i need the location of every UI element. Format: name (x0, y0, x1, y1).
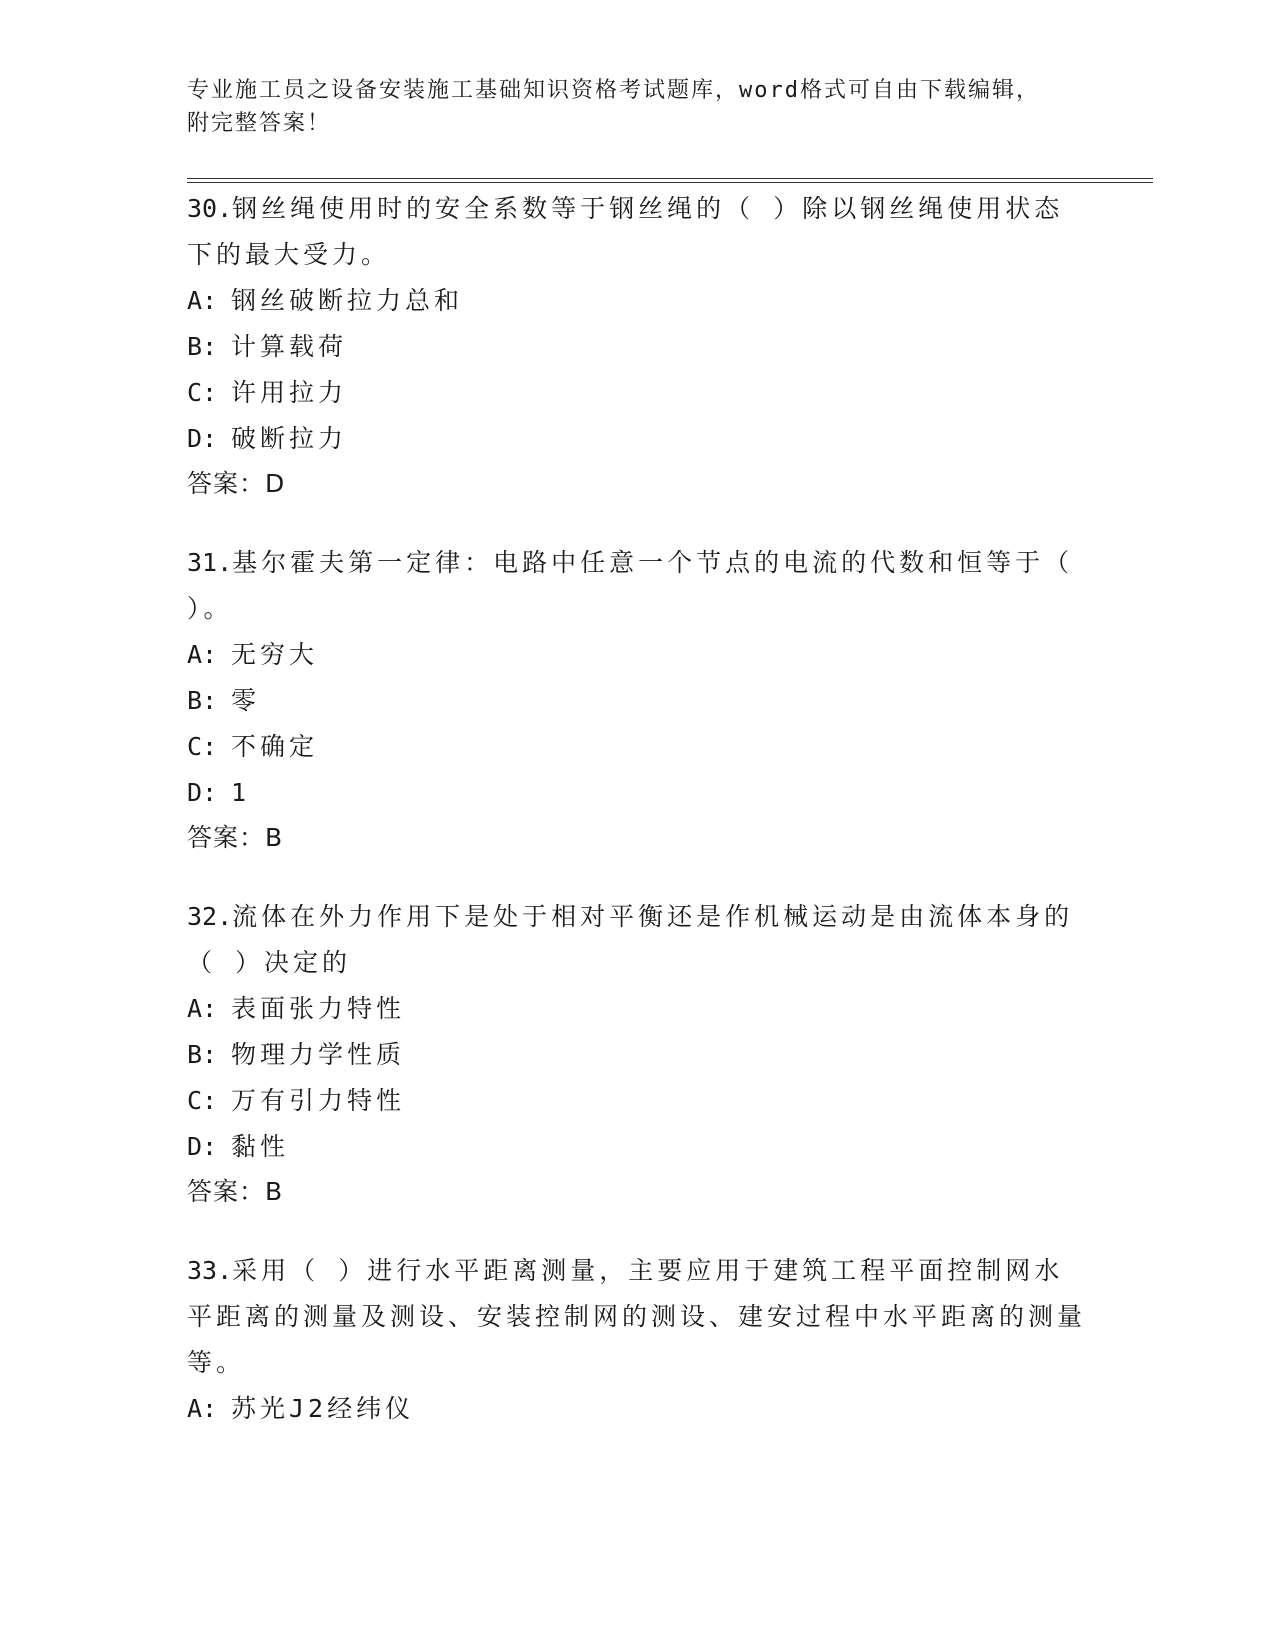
question-text: 采用（ ）进行水平距离测量，主要应用于建筑工程平面控制网水平距离的测量及测设、安装控制网的测设、建安过程中水平距离的测量等。 (187, 1256, 1087, 1377)
question-stem (187, 186, 1087, 278)
option-text: 破断拉力 (231, 424, 348, 453)
question-number: 32. (187, 902, 233, 931)
option-b (187, 324, 1087, 370)
answer-line: 答案：D (187, 469, 286, 498)
question-stem (187, 540, 1087, 632)
option-key: A: (187, 640, 218, 669)
option-key: B: (187, 1040, 218, 1069)
option-key: C: (187, 378, 218, 407)
option-key: A: (187, 286, 218, 315)
option-key: A: (187, 1394, 218, 1423)
option-text: 无穷大 (231, 640, 319, 669)
question-text: 基尔霍夫第一定律：电路中任意一个节点的电流的代数和恒等于（ ）。 (187, 548, 1074, 623)
question-number: 31. (187, 548, 233, 577)
option-text: 零 (231, 686, 261, 715)
option-key: B: (187, 332, 218, 361)
question-text: 钢丝绳使用时的安全系数等于钢丝绳的（ ）除以钢丝绳使用状态下的最大受力。 (187, 194, 1064, 269)
option-a (187, 986, 1087, 1032)
answer-line: 答案：B (187, 1177, 284, 1206)
question-stem (187, 1248, 1087, 1386)
option-key: D: (187, 1132, 218, 1161)
option-key: A: (187, 994, 218, 1023)
answer-line: 答案：B (187, 823, 284, 852)
option-a (187, 1386, 1087, 1432)
question-30 (187, 186, 1087, 506)
option-d (187, 770, 1087, 816)
option-key: B: (187, 686, 218, 715)
option-text: 物理力学性质 (231, 1040, 406, 1069)
option-c (187, 724, 1087, 770)
option-text: 不确定 (231, 732, 319, 761)
option-text: 苏光J2经纬仪 (231, 1394, 415, 1423)
question-number: 33. (187, 1256, 233, 1285)
option-b (187, 1032, 1087, 1078)
option-c (187, 1078, 1087, 1124)
option-text: 许用拉力 (231, 378, 348, 407)
option-text: 1 (231, 778, 251, 807)
option-key: C: (187, 1086, 218, 1115)
option-a (187, 278, 1087, 324)
option-key: C: (187, 732, 218, 761)
option-text: 表面张力特性 (231, 994, 406, 1023)
question-33 (187, 1248, 1087, 1432)
option-text: 黏性 (231, 1132, 290, 1161)
question-31 (187, 540, 1087, 860)
option-text: 万有引力特性 (231, 1086, 406, 1115)
question-stem (187, 894, 1087, 986)
question-number: 30. (187, 194, 233, 223)
option-d (187, 416, 1087, 462)
option-d (187, 1124, 1087, 1170)
question-list (187, 186, 1087, 1466)
option-a (187, 632, 1087, 678)
question-text: 流体在外力作用下是处于相对平衡还是作机械运动是由流体本身的（ ）决定的 (187, 902, 1074, 977)
option-c (187, 370, 1087, 416)
option-text: 计算载荷 (231, 332, 348, 361)
header-line-2: 附完整答案！ (187, 111, 332, 136)
header-line-1: 专业施工员之设备安装施工基础知识资格考试题库，word格式可自由下载编辑， (187, 78, 1040, 103)
option-key: D: (187, 778, 218, 807)
document-header (187, 74, 1087, 140)
question-32 (187, 894, 1087, 1214)
option-text: 钢丝破断拉力总和 (231, 286, 464, 315)
header-divider (187, 178, 1153, 183)
option-b (187, 678, 1087, 724)
option-key: D: (187, 424, 218, 453)
